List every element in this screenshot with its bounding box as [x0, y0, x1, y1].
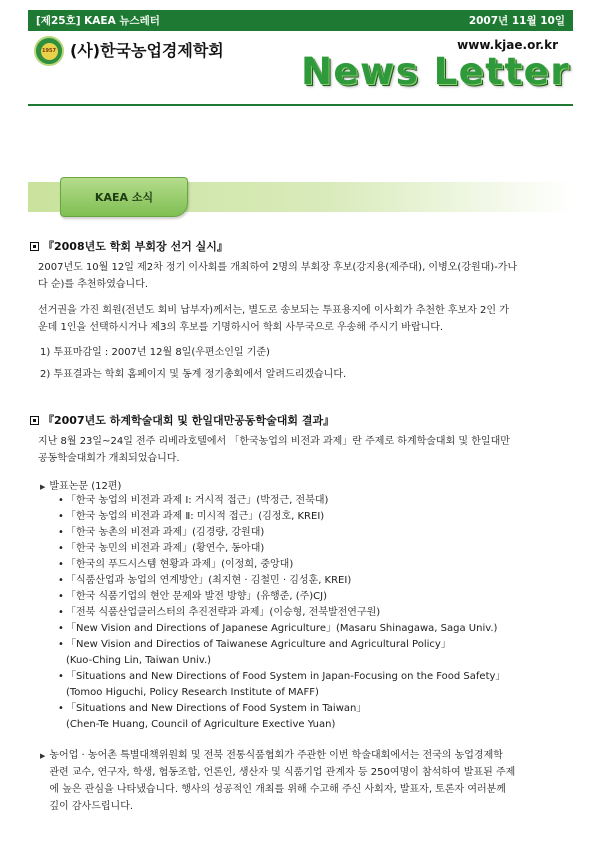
site-url[interactable]: www.kjae.or.kr [457, 38, 558, 52]
closing-line: 에 높은 관심을 나타냈습니다. 행사의 성공적인 개최를 위해 수고해 주신 사회자, 발표자, 토론자 여러분께 [49, 784, 506, 795]
article-1-title-text: 『2008년도 학회 부회장 선거 실시』 [43, 240, 228, 253]
closing-line: 관련 교수, 연구자, 학생, 협동조합, 언론인, 생산자 및 식품기업 관계자 등 250여명이 참석하여 발표된 주제 [49, 767, 516, 778]
paper-title: 「전북 식품산업클러스터의 추진전략과 과제」(이승형, 전북발전연구원) [66, 607, 381, 618]
paper-item [58, 525, 568, 541]
square-bullet-icon [30, 416, 39, 425]
paper-text [66, 509, 568, 525]
paper-text [66, 621, 568, 637]
paper-author: (Kuo-Ching Lin, Taiwan Univ.) [66, 655, 212, 666]
closing-line: 농어업 · 농어촌 특별대책위원회 및 전북 전통식품협회가 주관한 이번 학술대회에서는 전국의 농업경제학 [49, 750, 503, 761]
article-1-paragraph-1 [38, 259, 566, 293]
paper-text [66, 701, 568, 733]
line: 운데 1인을 선택하시거나 제3의 후보를 기명하시어 학회 사무국으로 우송해 주시기 바랍니다. [38, 322, 444, 333]
paper-author: (Tomoo Higuchi, Policy Research Institute of MAFF) [66, 687, 319, 698]
header-bar [28, 10, 573, 31]
article-1-title [30, 238, 228, 254]
paper-text [66, 589, 568, 605]
paper-item [58, 701, 568, 733]
dot-bullet-icon: • [58, 527, 64, 538]
papers-heading [40, 477, 121, 492]
paper-item [58, 493, 568, 509]
article-2-title [30, 412, 334, 428]
paper-item [58, 621, 568, 637]
paper-text [66, 637, 568, 669]
paper-item [58, 573, 568, 589]
paper-text [66, 669, 568, 701]
papers-list [58, 493, 568, 733]
paper-title: 「한국 식품기업의 현안 문제와 발전 방향」(유행준, (주)CJ) [66, 591, 327, 602]
paper-text [66, 557, 568, 573]
org-name: (사)한국농업경제학회 [70, 41, 224, 60]
dot-bullet-icon: • [58, 511, 64, 522]
paper-item [58, 669, 568, 701]
closing-text [49, 747, 515, 815]
newsletter-title: News Letter [300, 50, 570, 93]
article-2-paragraph-1 [38, 433, 566, 467]
paper-title: 「New Vision and Directios of Taiwanese Agriculture and Agricultural Policy」 [66, 639, 451, 650]
paper-title: 「식품산업과 농업의 연계방안」(최지현 · 김철민 · 김성훈, KREI) [66, 575, 352, 586]
section-title: KAEA 소식 [94, 191, 154, 204]
paper-text [66, 573, 568, 589]
line: 2007년도 10월 12일 제2차 정기 이사회를 개최하여 2명의 부회장 후보(강지용(제주대), 이병오(강원대)-가나 [38, 262, 518, 273]
paper-title: 「한국 농업의 비전과 과제 Ⅱ: 미시적 접근」(김정호, KREI) [66, 511, 325, 522]
paper-item [58, 509, 568, 525]
line: 지난 8월 23일~24일 전주 리베라호텔에서 「한국농업의 비전과 과제」란 주제로 하계학술대회 및 한일대만 [38, 436, 510, 447]
closing-paragraph [40, 747, 570, 815]
article-1-item-2: 2) 투표결과는 학회 홈페이지 및 동계 정기총회에서 알려드리겠습니다. [40, 369, 347, 380]
dot-bullet-icon: • [58, 543, 64, 554]
line: 공동학술대회가 개최되었습니다. [38, 453, 180, 464]
paper-title: 「New Vision and Directions of Japanese Agriculture」(Masaru Shinagawa, Saga Univ.) [66, 623, 498, 634]
article-1-paragraph-2 [38, 302, 566, 336]
square-bullet-icon [30, 242, 39, 251]
society-logo [34, 36, 64, 66]
triangle-bullet-icon: ▶ [40, 483, 46, 491]
article-2-title-text: 『2007년도 하계학술대회 및 한일대만공동학술대회 결과』 [43, 414, 335, 427]
dot-bullet-icon: • [58, 623, 64, 634]
triangle-bullet-icon: ▶ [40, 752, 46, 760]
papers-heading-text: 발표논문 (12편) [49, 481, 122, 492]
paper-title: 「Situations and New Directions of Food System in Taiwan」 [66, 703, 367, 714]
dot-bullet-icon: • [58, 671, 64, 682]
paper-text [66, 605, 568, 621]
dot-bullet-icon: • [58, 591, 64, 602]
section-tab [60, 177, 188, 217]
paper-title: 「Situations and New Directions of Food System in Japan-Focusing on the Food Safety」 [66, 671, 506, 682]
issue-date: 2007년 11월 10일 [468, 15, 565, 27]
paper-text [66, 541, 568, 557]
dot-bullet-icon: • [58, 559, 64, 570]
issue-label: [제25호] KAEA 뉴스레터 [36, 15, 160, 27]
paper-item [58, 605, 568, 621]
line: 다 순)를 추천하였습니다. [38, 279, 149, 290]
article-1-item-1: 1) 투표마감일 : 2007년 12월 8일(우편소인일 기준) [40, 347, 270, 358]
dot-bullet-icon: • [58, 575, 64, 586]
paper-author: (Chen-Te Huang, Council of Agriculture Exective Yuan) [66, 719, 336, 730]
paper-title: 「한국 농업의 비전과 과제 Ⅰ: 거시적 접근」(박정근, 전북대) [66, 495, 329, 506]
header-divider [28, 104, 573, 106]
dot-bullet-icon: • [58, 703, 64, 714]
paper-item [58, 557, 568, 573]
paper-item [58, 541, 568, 557]
dot-bullet-icon: • [58, 495, 64, 506]
paper-text [66, 493, 568, 509]
dot-bullet-icon: • [58, 639, 64, 650]
dot-bullet-icon: • [58, 607, 64, 618]
line: 선거권을 가진 회원(전년도 회비 납부자)께서는, 별도로 송보되는 투표용지에 이사회가 추천한 후보자 2인 가 [38, 305, 509, 316]
paper-title: 「한국 농촌의 비전과 과제」(김경량, 강원대) [66, 527, 265, 538]
logo-seal [41, 43, 58, 60]
paper-text [66, 525, 568, 541]
closing-line: 깊이 감사드립니다. [49, 801, 134, 812]
paper-item [58, 589, 568, 605]
logo-year: 1957 [42, 48, 56, 54]
paper-item [58, 637, 568, 669]
paper-title: 「한국의 푸드시스템 현황과 과제」(이정희, 중앙대) [66, 559, 294, 570]
paper-title: 「한국 농민의 비전과 과제」(황연수, 동아대) [66, 543, 265, 554]
